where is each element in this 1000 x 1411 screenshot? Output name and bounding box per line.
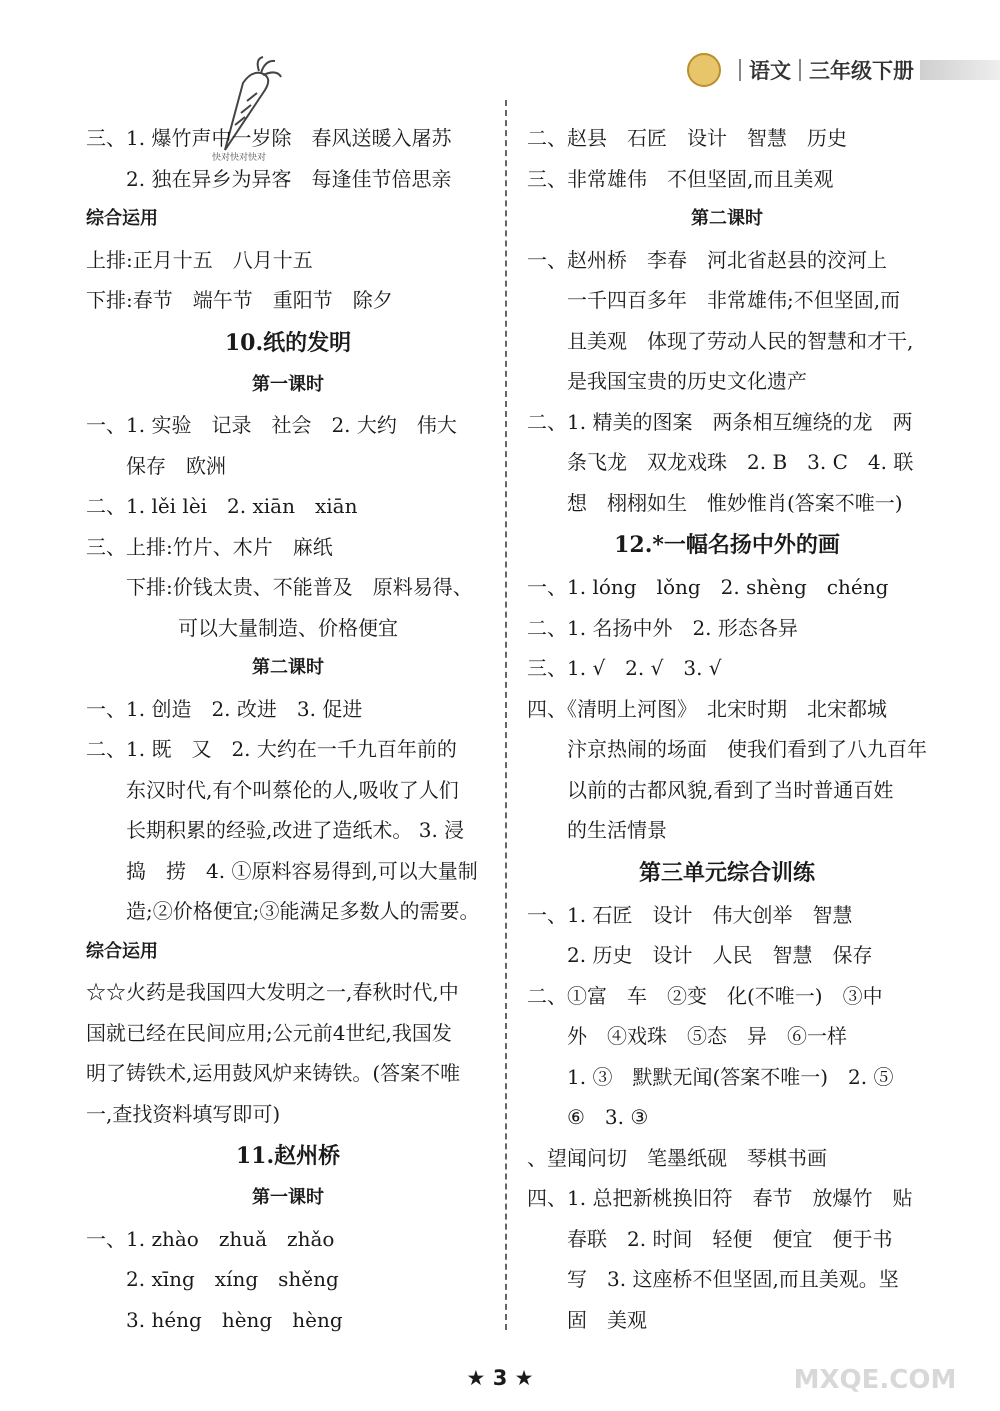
right-line: 一千四百多年 非常雄伟;不但坚固,而 [567, 288, 901, 312]
right-line: 条飞龙 双龙戏珠 2. B 3. C 4. 联 [567, 450, 914, 474]
left-line: ☆☆火药是我国四大发明之一,春秋时代,中 [86, 980, 459, 1004]
sun-logo-icon [687, 53, 721, 87]
left-line: 下排:春节 端午节 重阳节 除夕 [86, 288, 393, 312]
page-header [687, 50, 1000, 90]
left-column [86, 118, 490, 1340]
left-line: 明了铸铁术,运用鼓风炉来铸铁。(答案不唯 [86, 1061, 461, 1085]
right-line: ⑥ 3. ③ [567, 1105, 649, 1129]
left-line: 长期积累的经验,改进了造纸术。 3. 浸 [126, 818, 465, 842]
left-line: 上排:正月十五 八月十五 [86, 247, 313, 272]
header-subject: 语文 [749, 59, 791, 83]
header-divider [739, 59, 741, 81]
right-column [527, 118, 927, 1340]
left-line: 第一课时 [252, 373, 324, 395]
left-line: 保存 欧洲 [126, 453, 226, 478]
left-line: 捣 捞 4. ①原料容易得到,可以大量制 [126, 858, 478, 883]
right-line: 二、1. 名扬中外 2. 形态各异 [527, 615, 798, 640]
column-divider [505, 100, 507, 1330]
left-line: 10.纸的发明 [224, 329, 352, 356]
right-line: 第二课时 [691, 208, 763, 229]
watermark-text: MXQE.COM [793, 1365, 957, 1395]
left-line: 第二课时 [252, 657, 324, 678]
right-line: 是我国宝贵的历史文化遗产 [567, 369, 807, 393]
right-line: 写 3. 这座桥不但坚固,而且美观。坚 [567, 1267, 899, 1291]
right-line: 一、1. 石匠 设计 伟大创举 智慧 [527, 902, 853, 927]
right-line: 且美观 体现了劳动人民的智慧和才干, [567, 328, 914, 353]
right-line: 三、非常雄伟 不但坚固,而且美观 [527, 166, 834, 191]
right-line: 外 ④戏珠 ⑤态 异 ⑥一样 [567, 1024, 847, 1048]
right-line: 四、1. 总把新桃换旧符 春节 放爆竹 贴 [527, 1186, 913, 1210]
left-line: 11.赵州桥 [235, 1143, 341, 1169]
left-line: 一,查找资料填写即可) [86, 1101, 281, 1126]
right-line: 2. 历史 设计 人民 智慧 保存 [567, 943, 873, 967]
left-line: 2. 独在异乡为异客 每逢佳节倍思亲 [126, 166, 452, 191]
left-line: 二、1. 既 又 2. 大约在一千九百年前的 [86, 737, 457, 761]
stamp-text: 快对快对快对 [212, 153, 267, 163]
right-line: 一、1. lóng lǒng 2. shèng chéng [527, 575, 889, 599]
right-line: 一、赵州桥 李春 河北省赵县的洨河上 [527, 247, 887, 272]
right-line: 1. ③ 默默无闻(答案不唯一) 2. ⑤ [567, 1064, 894, 1089]
left-line: 一、1. 创造 2. 改进 3. 促进 [86, 696, 363, 721]
left-line: 三、1. 爆竹声中一岁除 春风送暖入屠苏 [86, 126, 452, 150]
left-line: 一、1. 实验 记录 社会 2. 大约 伟大 [86, 413, 457, 437]
left-line: 可以大量制造、价格便宜 [178, 615, 398, 640]
right-line: 的生活情景 [567, 818, 667, 842]
left-line: 东汉时代,有个叫蔡伦的人,吸收了人们 [126, 777, 459, 802]
right-line: 汴京热闹的场面 使我们看到了八九百年 [567, 737, 927, 761]
right-line: 四、《清明上河图》 北宋时期 北宋都城 [527, 696, 887, 721]
right-line: 二、1. 精美的图案 两条相互缠绕的龙 两 [527, 409, 913, 434]
right-line: 第三单元综合训练 [638, 859, 815, 886]
right-line: 春联 2. 时间 轻便 便宜 便于书 [567, 1226, 893, 1251]
right-line: 、望闻问切 笔墨纸砚 琴棋书画 [527, 1145, 827, 1170]
left-line: 第一课时 [252, 1187, 324, 1208]
left-line: 综合运用 [86, 208, 158, 229]
left-line: 造;②价格便宜;③能满足多数人的需要。 [126, 899, 480, 923]
right-line: 以前的古都风貌,看到了当时普通百姓 [567, 777, 894, 802]
right-line: 12.*一幅名扬中外的画 [614, 532, 840, 558]
left-line: 三、上排:竹片、木片 麻纸 [86, 534, 333, 559]
right-line: 固 美观 [567, 1307, 647, 1332]
page-number-value: 3 [492, 1366, 508, 1390]
left-line: 国就已经在民间应用;公元前4世纪,我国发 [86, 1020, 452, 1045]
left-line: 一、1. zhào zhuǎ zhǎo [86, 1226, 335, 1251]
page-number: ★ 3 ★ [466, 1366, 534, 1390]
left-line: 二、1. lěi lèi 2. xiān xiān [86, 494, 358, 518]
left-line: 3. héng hèng hèng [126, 1307, 343, 1332]
left-line: 2. xīng xíng shěng [126, 1267, 339, 1291]
left-line: 综合运用 [86, 940, 158, 962]
watermark [780, 1340, 970, 1400]
header-fade-bar [920, 60, 1000, 80]
right-line: 想 栩栩如生 惟妙惟肖(答案不唯一) [567, 490, 903, 515]
header-grade: 三年级下册 [809, 59, 914, 83]
header-divider [799, 59, 801, 81]
right-line: 二、赵县 石匠 设计 智慧 历史 [527, 126, 847, 150]
left-line: 下排:价钱太贵、不能普及 原料易得、 [126, 575, 473, 599]
right-line: 二、①富 车 ②变 化(不唯一) ③中 [527, 983, 883, 1008]
right-line: 三、1. √ 2. √ 3. √ [527, 656, 722, 680]
